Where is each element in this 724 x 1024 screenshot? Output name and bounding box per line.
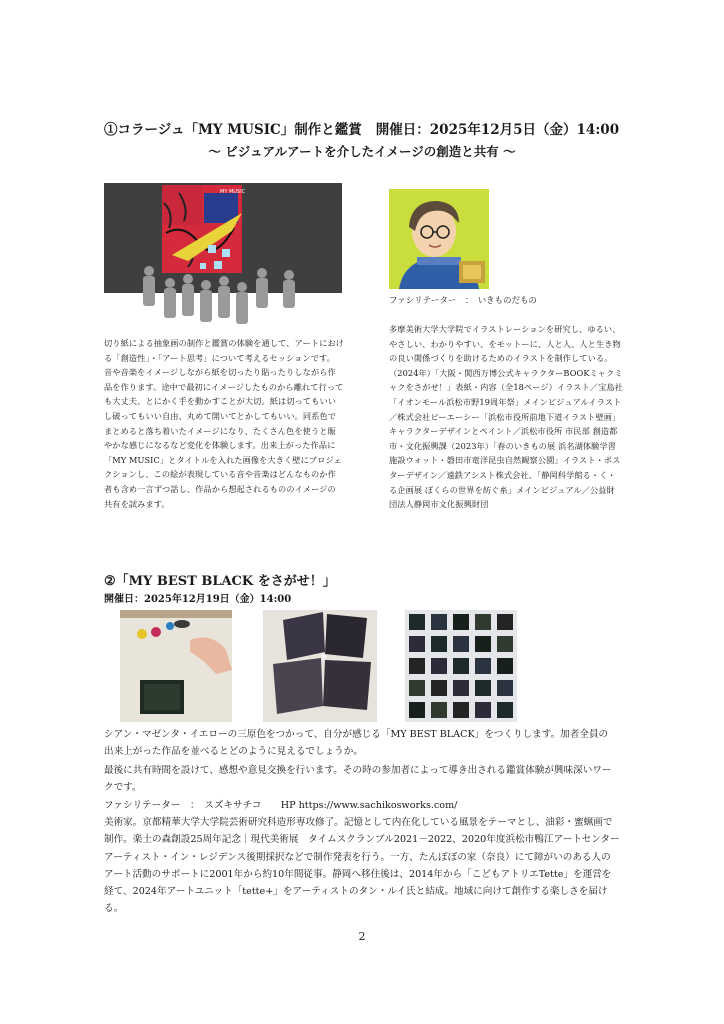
- projection-illustration: [104, 183, 342, 325]
- section2-date: 開催日：2025年12月19日（金）14:00: [104, 594, 292, 605]
- section1-right-text: [389, 322, 623, 512]
- artwork-label: MY MUSIC: [220, 189, 246, 195]
- section1-heading: ①コラージュ「MY MUSIC」制作と鑑賞: [104, 122, 362, 138]
- photo-black-swatches: [263, 610, 377, 722]
- page-number: 2: [358, 930, 366, 943]
- section1-right-paragraph-2: （2024年）「大阪・関西万博公式キャラクターBOOKミャクミャクをさがせ！」表紙・内容（全18ページ）イラスト／宝島社「イオンモール浜松市野19周年祭」メインビジュアルイラスト／株式会社ピーエーシー「浜松市役所前地下道イラスト壁画」キャラクターデザインとペイント／浜松市役所 市民部 創造都市・文化振興課（2023年）「春のいきもの展 浜名湖体験学習施設ウォット・磐田市竜洋昆虫自然観察公園」イラスト・ポスターデザイン／遠鉄アシスト株式会社、「静岡科学館る・く・る企画展 ぼくらの世界を紡ぐ糸」メインビジュアル／公益財団法人静岡市文化振興財団: [389, 367, 623, 510]
- section1-left-text: [104, 336, 344, 511]
- section1-right-paragraph-1: 多摩美術大学大学院でイラストレーションを研究し、ゆるい、やさしい、わかりやすい、をモットーに、人と人、人と生き物の良い関係づくりを助けるためのイラストを制作している。: [389, 324, 621, 364]
- section1-left-paragraph-2: 音や音楽をイメージしながら紙を切ったり貼ったりしながら作品を作ります。途中で最初にイメージしたものから離れて行っても大丈夫、とにかく手を動かすことが大切。紙は切ってもいいし破ってもいい自由、丸めて開いてとかしてもいい。同系色でまとめると落ち着いたイメージになり、たくさん色を使うと賑やかな感じになるなど変化を体験します。出来上がった作品に「MY MUSIC」とタイトルを入れた画像を大きく壁にプロジェクションし、この絵が表現している音や音楽はどんなものか作者も含め一言ずつ話し、作品から想起されるもののイメージの共有を試みます。: [104, 367, 344, 509]
- photo-paint-mixing: [120, 610, 232, 722]
- section2-facilitator: ファシリテーター ： スズキサチコ HP https://www.sachikosworks.com/: [104, 800, 458, 811]
- section2-intro: シアン・マゼンタ・イエローの三原色をつかって、自分が感じる「MY BEST BLACK」をつくりします。加者全員の出来上がった作品を並べるとどのように見えるでしょうか。: [104, 729, 609, 758]
- section1-heading-line: [104, 118, 619, 138]
- photo-swatch-board: [405, 610, 517, 722]
- facilitator-portrait: [389, 189, 489, 289]
- section2-intro2: 最後に共有時間を設けて、感想や意見交換を行います。その時の参加者によって導き出される鑑賞体験が興味深いワークです。: [104, 765, 612, 794]
- section1-date: 開催日：2025年12月5日（金）14:00: [375, 122, 620, 138]
- section2-heading: ②「MY BEST BLACK をさがせ！」: [104, 574, 336, 589]
- facilitator-caption: ファシリテーター ： いきものだもの: [389, 295, 538, 305]
- section2-bio: 美術家。京都精華大学大学院芸術研究科造形専攻修了。記憶として内在化している風景をテーマとし、油彩・蜜蝋画で制作。楽土の森創設25周年記念｜現代美術展 タイムスクランブル2021－2022、2020年度浜松市鴨江アートセンターアーティスト・イン・レジデンス後期採択などで制作発表を行う。一方、たんぽぽの家（奈良）にて障がいのある人のアート活動のサポートに2001年から約10年間従事。静岡へ移住後は、2014年から「こどもアトリエTette」を運営を経て、2024年アートユニット「tette+」をアーティストのタン・ルイ氏と結成。地域に向けて創作する楽しさを届ける。: [104, 817, 620, 915]
- section1-left-paragraph-1: 切り紙による抽象画の制作と鑑賞の体験を通して、アートにおける「創造性」・「アート思考」について考えるセッションです。: [104, 338, 344, 363]
- section1-subheading: 〜 ビジュアルアートを介したイメージの創造と共有 〜: [208, 144, 516, 159]
